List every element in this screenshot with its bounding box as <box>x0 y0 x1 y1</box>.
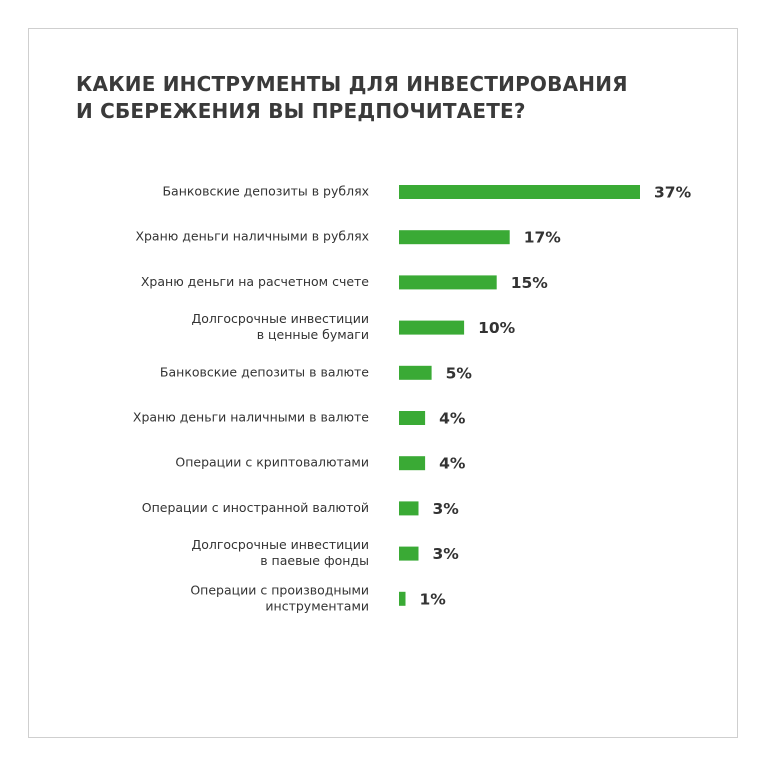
category-label-8: Операции с иностранной валютой <box>141 499 369 515</box>
bar-9 <box>399 547 419 561</box>
value-label-2: 17% <box>523 228 561 247</box>
category-label-7: Операции с криптовалютами <box>175 454 369 470</box>
bar-3 <box>399 275 497 289</box>
value-label-4: 10% <box>478 319 516 338</box>
value-label-3: 15% <box>510 273 548 292</box>
title-line-1: КАКИЕ ИНСТРУМЕНТЫ ДЛЯ ИНВЕСТИРОВАНИЯ <box>76 72 628 96</box>
category-label-2: Храню деньги наличными в рублях <box>135 228 369 244</box>
bar-4 <box>399 321 464 335</box>
bar-1 <box>399 185 640 199</box>
bar-5 <box>399 366 432 380</box>
value-label-9: 3% <box>432 545 459 564</box>
bar-6 <box>399 411 425 425</box>
category-label-10-line-2: инструментами <box>265 598 369 614</box>
category-label-10-line-1: Операции с производными <box>190 582 369 598</box>
bar-10 <box>399 592 406 606</box>
bar-2 <box>399 230 510 244</box>
bar-7 <box>399 456 425 470</box>
category-label-4-line-1: Долгосрочные инвестиции <box>191 311 369 327</box>
value-label-8: 3% <box>432 499 459 518</box>
bar-8 <box>399 501 419 515</box>
category-label-5: Банковские депозиты в валюте <box>159 364 369 380</box>
category-label-9-line-1: Долгосрочные инвестиции <box>191 537 369 553</box>
value-label-5: 5% <box>445 364 472 383</box>
value-label-1: 37% <box>654 183 692 202</box>
category-label-1: Банковские депозиты в рублях <box>162 183 369 199</box>
category-label-9-line-2: в паевые фонды <box>260 553 369 569</box>
category-label-4-line-2: в ценные бумаги <box>256 327 369 343</box>
category-label-3: Храню деньги на расчетном счете <box>140 273 369 289</box>
title-line-2: И СБЕРЕЖЕНИЯ ВЫ ПРЕДПОЧИТАЕТЕ? <box>76 99 526 123</box>
category-label-6: Храню деньги наличными в валюте <box>132 409 369 425</box>
value-label-7: 4% <box>439 454 466 473</box>
value-label-6: 4% <box>439 409 466 428</box>
value-label-10: 1% <box>419 590 446 609</box>
